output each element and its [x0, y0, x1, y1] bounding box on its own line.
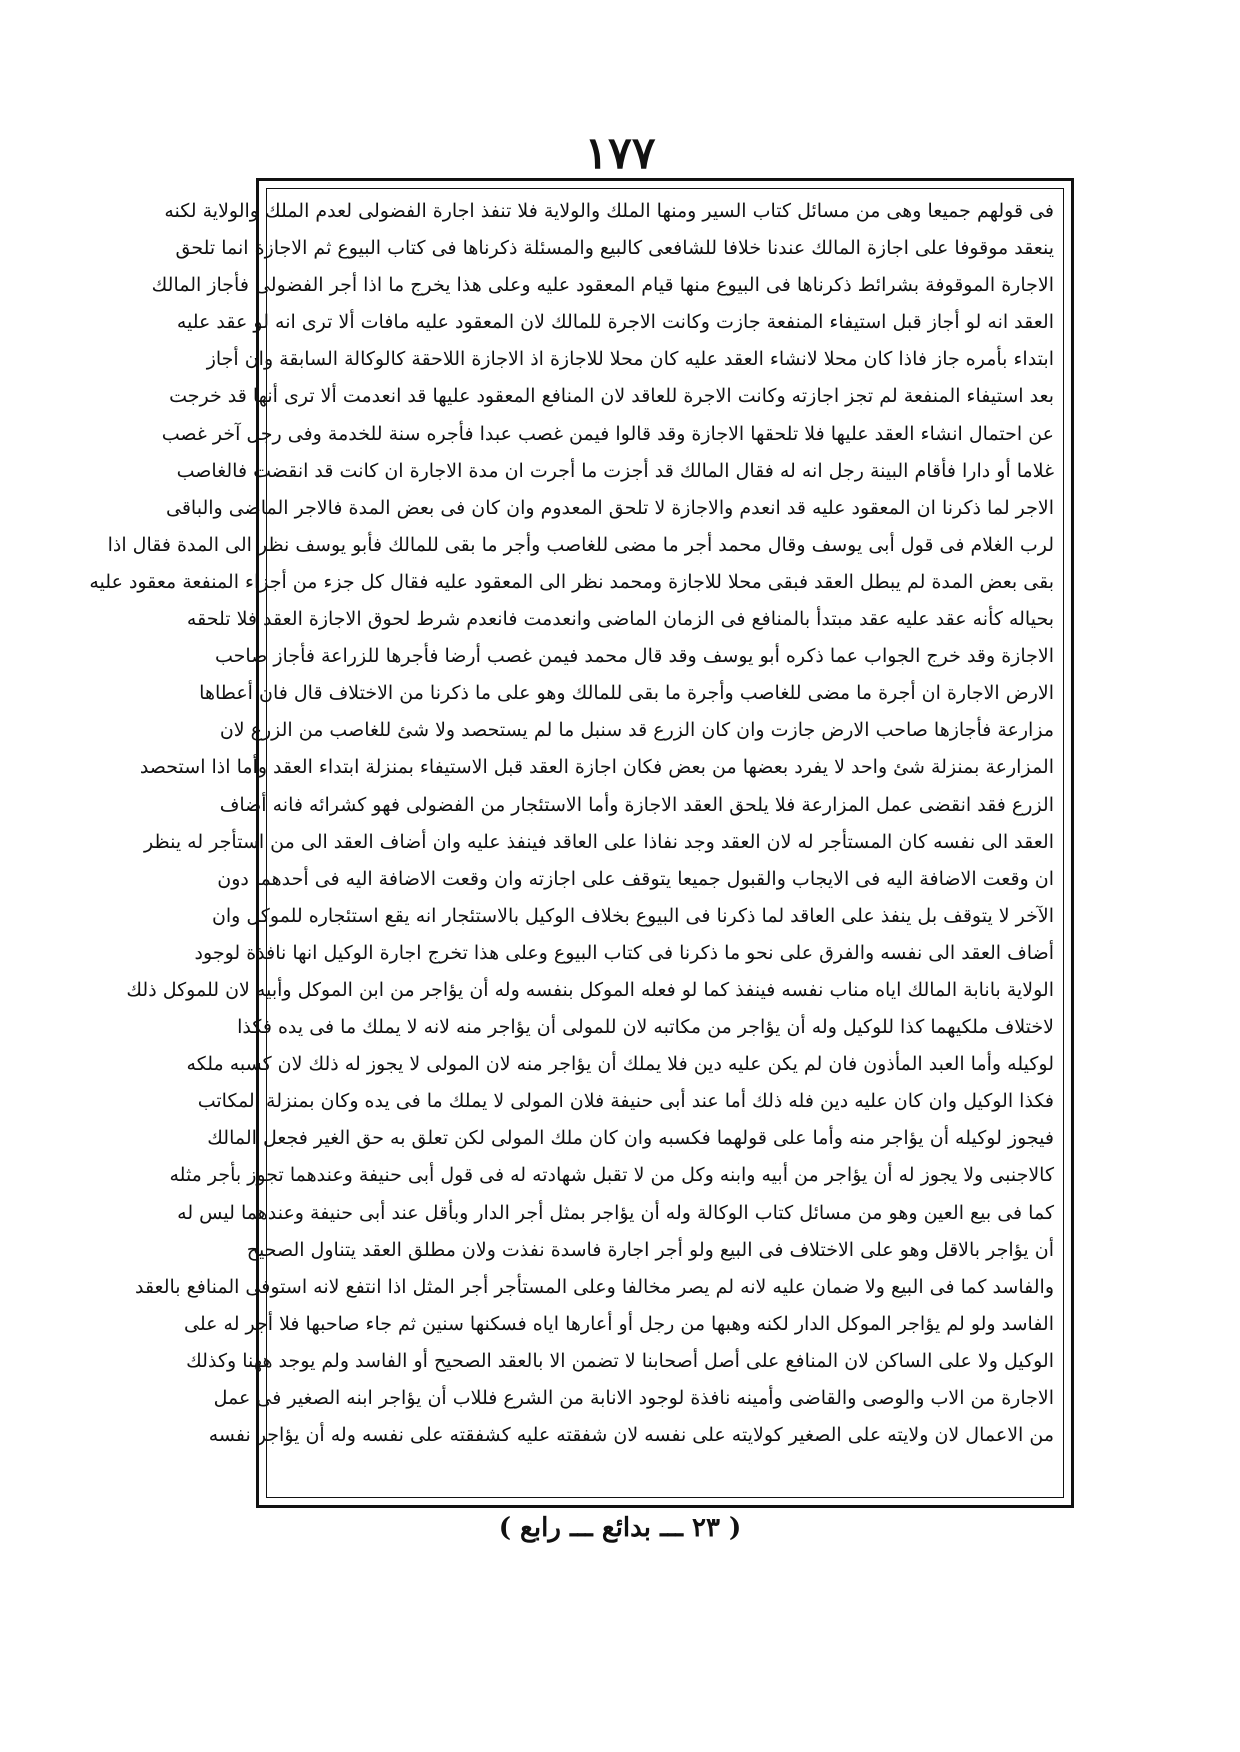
text-line: الوكيل ولا على الساكن لان المنافع على أصل أصحابنا لا تضمن الا بالعقد الصحيح أو الفاسد ولم يوجد ههنا وكذلك	[186, 1349, 1054, 1372]
text-line: كالاجنبى ولا يجوز له أن يؤاجر من أبيه وابنه وكل من لا تقبل شهادته له فى قول أبى حنيفة وعندهما تجوز بأجر مثله	[169, 1164, 1054, 1187]
text-line: فكذا الوكيل وان كان عليه دين فله ذلك أما عند أبى حنيفة فلان المولى لا يملك ما فى يده وكان بمنزلة المكاتب	[197, 1090, 1054, 1113]
page-number: ١٧٧	[584, 128, 656, 179]
text-line: فيجوز لوكيله أن يؤاجر منه وأما على قولهما فكسبه وان كان ملك المولى لكن تعلق به حق الغير فجعل المالك	[207, 1127, 1054, 1150]
text-line: من الاعمال لان ولايته على الصغير كولايته على نفسه لان شفقته عليه كشفقته على نفسه وله أن يؤاجر نفسه	[208, 1424, 1054, 1447]
text-line: أضاف العقد الى نفسه والفرق على نحو ما ذكرنا فى كتاب البيوع وعلى هذا تخرج اجارة الوكيل انها نافذة لوجود	[194, 941, 1054, 964]
text-line: والفاسد كما فى البيع ولا ضمان عليه لانه لم يصر مخالفا وعلى المستأجر أجر المثل اذا انتفع لانه استوفى المنافع بالعقد	[134, 1275, 1054, 1298]
text-line: ينعقد موقوفا على اجازة المالك عندنا خلافا للشافعى كالبيع والمسئلة ذكرناها فى كتاب البيوع ثم الاجازة انما تلحق	[175, 237, 1054, 260]
text-line: الزرع فقد انقضى عمل المزارعة فلا يلحق العقد الاجازة وأما الاستئجار من الفضولى فهو كشرائه فانه أضاف	[219, 793, 1054, 816]
text-line: مزارعة فأجازها صاحب الارض جازت وان كان الزرع قد سنبل ما لم يستحصد ولا شئ للغاصب من الزرع لان	[219, 719, 1054, 742]
text-line: الارض الاجارة ان أجرة ما مضى للغاصب وأجرة ما بقى للمالك وهو على ما ذكرنا من الاختلاف قال فان أعطاها	[199, 682, 1054, 705]
text-line: الاجر لما ذكرنا ان المعقود عليه قد انعدم والاجازة لا تلحق المعدوم وان كان فى بعض المدة فالاجر الماضى والباقى	[166, 496, 1054, 519]
text-line: فى قولهم جميعا وهى من مسائل كتاب السير ومنها الملك والولاية فلا تنفذ اجارة الفضولى لعدم الملك والولاية لكنه	[164, 200, 1054, 222]
text-line: لوكيله وأما العبد المأذون فان لم يكن عليه دين فلا يملك أن يؤاجر منه لان المولى لا يجوز له ذلك لان كسبه ملكه	[186, 1053, 1054, 1076]
text-line: الاجارة الموقوفة بشرائط ذكرناها فى البيوع منها قيام المعقود عليه وعلى هذا يخرج ما اذا أجر الفضولى فأجاز المالك	[151, 274, 1054, 297]
text-line: بقى بعض المدة لم يبطل العقد فبقى محلا للاجازة ومحمد نظر الى المعقود عليه فقال كل جزء من أجزاء المنفعة معقود عليه	[89, 570, 1054, 593]
text-line: ان وقعت الاضافة اليه فى الايجاب والقبول جميعا يتوقف على اجازته وان وقعت الاضافة اليه فى أحدهما دون	[217, 867, 1054, 890]
text-line: لاختلاف ملكيهما كذا للوكيل وله أن يؤاجر من مكاتبه لان للمولى أن يؤاجر منه لانه لا يملك ما فى يده فكذا	[237, 1016, 1054, 1039]
text-line: الولاية بانابة المالك اياه مناب نفسه فينفذ كما لو فعله الموكل بنفسه وله أن يؤاجر من ابن الموكل وأبيه لان للموكل ذلك	[126, 978, 1054, 1001]
text-line: أن يؤاجر بالاقل وهو على الاختلاف فى البيع ولو أجر اجارة فاسدة نفذت ولان مطلق العقد يتناول الصحيح	[246, 1238, 1054, 1261]
text-line: بعد استيفاء المنفعة لم تجز اجازته وكانت الاجرة للعاقد لان المنافع المعقود عليها قد انعدمت ألا ترى أنها قد خرجت	[169, 385, 1054, 408]
text-line: المزارعة بمنزلة شئ واحد لا يفرد بعضها من بعض فكان اجازة العقد قبل الاستيفاء بمنزلة ابتداء العقد وأما اذا استحصد	[139, 756, 1054, 779]
text-line: الاجازة وقد خرج الجواب عما ذكره أبو يوسف وقد قال محمد فيمن غصب أرضا فأجرها للزراعة فأجاز صاحب	[215, 645, 1054, 668]
text-line: العقد انه لو أجاز قبل استيفاء المنفعة جازت وكانت الاجرة للمالك لان المعقود عليه مافات ألا ترى انه لو عقد عليه	[176, 311, 1054, 334]
text-line: ابتداء بأمره جاز فاذا كان محلا لانشاء العقد عليه كان محلا للاجازة اذ الاجازة اللاحقة كالوكالة السابقة وان أجاز	[206, 348, 1054, 371]
text-line: الآخر لا يتوقف بل ينفذ على العاقد لما ذكرنا فى البيوع بخلاف الوكيل بالاستئجار انه يقع استئجاره للموكل وان	[211, 904, 1054, 927]
footer-signature: ( ٢٣ ـــ بدائع ـــ رابع )	[498, 1513, 742, 1543]
text-line: غلاما أو دارا فأقام البينة رجل انه له فقال المالك قد أجزت ما أجرت ان مدة الاجارة ان كانت قد انقضت فالغاصب	[176, 459, 1054, 482]
text-line: العقد الى نفسه كان المستأجر له لان العقد وجد نفاذا على العاقد فينفذ عليه وان أضاف العقد الى من استأجر له ينظر	[144, 830, 1054, 853]
text-line: لرب الغلام فى قول أبى يوسف وقال محمد أجر ما مضى للغاصب وأجر ما بقى للمالك فأبو يوسف نظر الى المدة فقال اذا	[107, 533, 1054, 556]
text-line: كما فى بيع العين وهو من مسائل كتاب الوكالة وله أن يؤاجر بمثل أجر الدار وبأقل عند أبى حنيفة وعندهما ليس له	[177, 1201, 1054, 1224]
text-line: الاجارة من الاب والوصى والقاضى وأمينه نافذة لوجود الانابة من الشرع فللاب أن يؤاجر ابنه الصغير فى عمل	[213, 1387, 1054, 1409]
text-line: الفاسد ولو لم يؤاجر الموكل الدار لكنه وهبها من رجل أو أعارها اياه فسكنها سنين ثم جاء صاحبها فلا أجر له على	[184, 1312, 1054, 1335]
main-text	[89, 193, 1054, 1493]
text-line: عن احتمال انشاء العقد عليها فلا تلحقها الاجازة وقد قالوا فيمن غصب عبدا فأجره سنة للخدمة وفى رجل آخر غصب	[161, 422, 1054, 445]
text-line: بحياله كأنه عقد عليه عقد مبتدأ بالمنافع فى الزمان الماضى وانعدمت فانعدم شرط لحوق الاجازة العقد فلا تلحقه	[186, 608, 1054, 631]
